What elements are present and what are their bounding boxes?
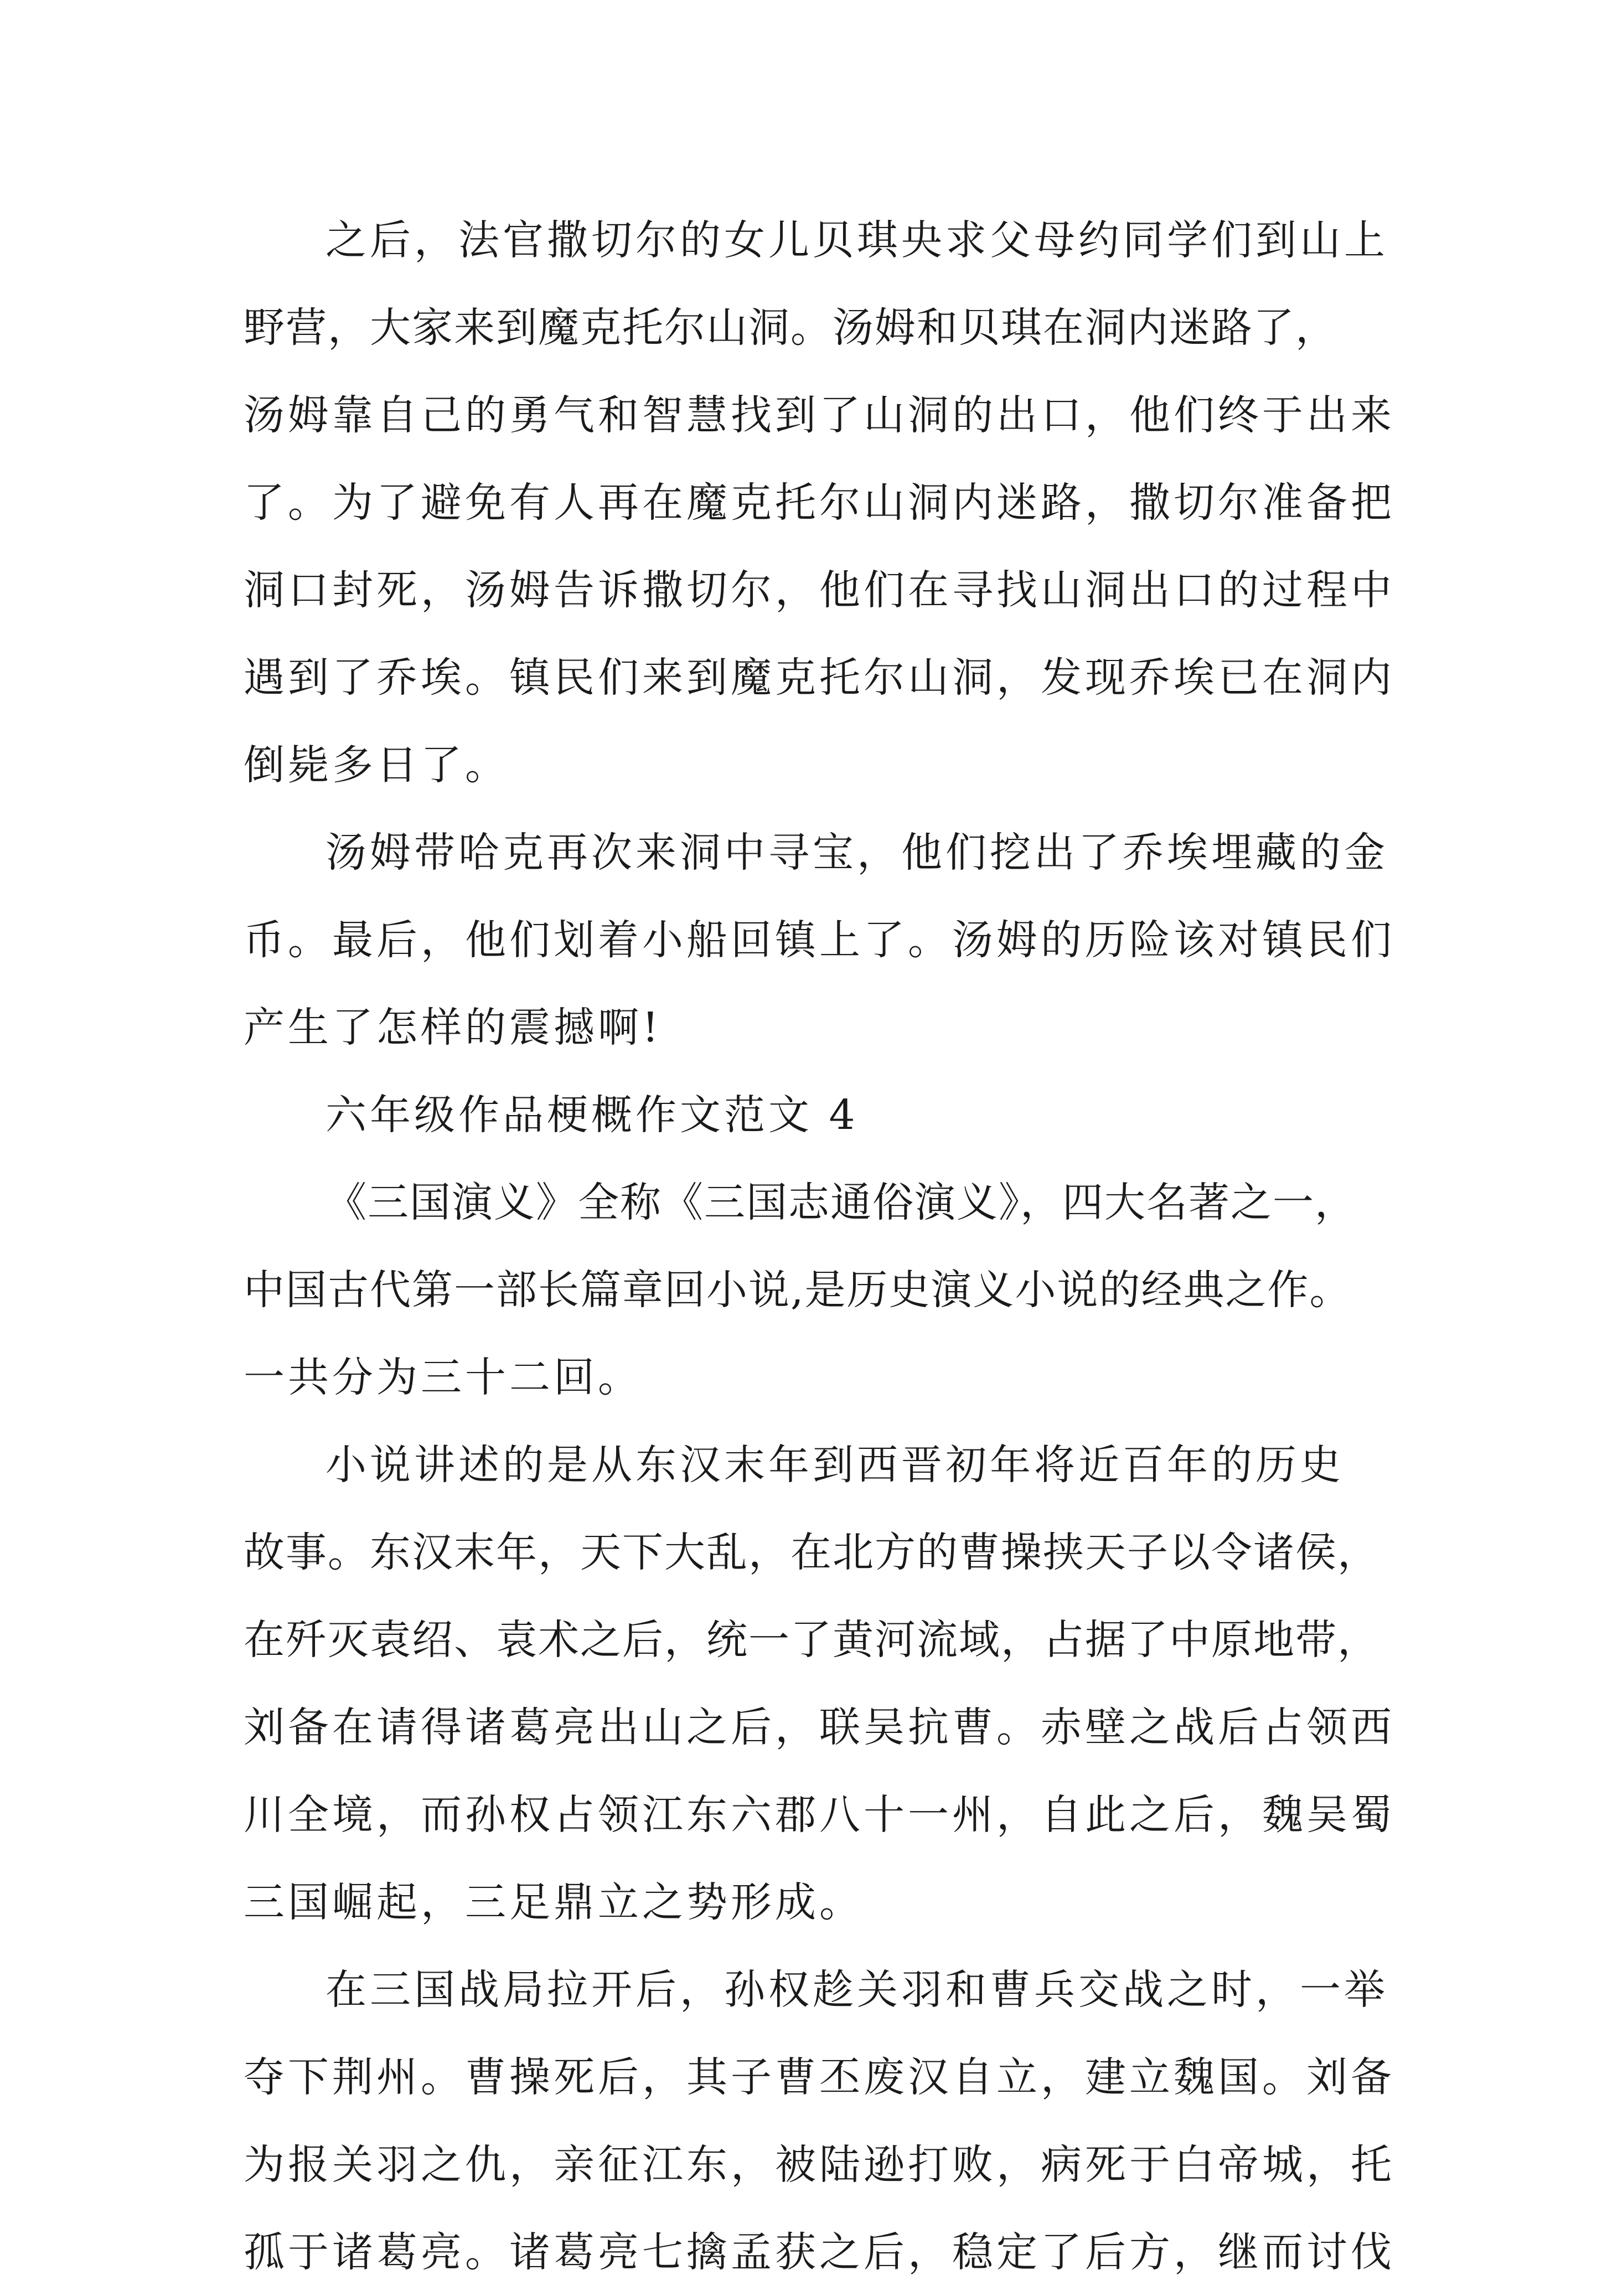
- text-line: 为报关羽之仇，亲征江东，被陆逊打败，病死于白帝城，托: [244, 2141, 1395, 2189]
- text-line: 在歼灭袁绍、袁术之后，统一了黄河流域，占据了中原地带，: [244, 1616, 1379, 1664]
- text-line: 孤于诸葛亮。诸葛亮七擒孟获之后，稳定了后方，继而讨伐: [244, 2228, 1395, 2276]
- text-line: 故事。东汉末年，天下大乱，在北方的曹操挟天子以令诸侯，: [244, 1529, 1379, 1576]
- text-line: 三国崛起，三足鼎立之势形成。: [244, 1879, 864, 1926]
- text-line: 了。为了避免有人再在魔克托尔山洞内迷路，撒切尔准备把: [244, 479, 1395, 527]
- body-text: [244, 197, 1395, 2296]
- text-line: 川全境，而孙权占领江东六郡八十一州，自此之后，魏吴蜀: [244, 1791, 1395, 1839]
- text-line: 夺下荆州。曹操死后，其子曹丕废汉自立，建立魏国。刘备: [244, 2053, 1395, 2101]
- text-line: 一共分为三十二回。: [244, 1354, 642, 1401]
- text-line: 汤姆靠自己的勇气和智慧找到了山洞的出口，他们终于出来: [244, 391, 1395, 439]
- text-line: 汤姆带哈克再次来洞中寻宝，他们挖出了乔埃埋藏的金: [325, 829, 1388, 876]
- text-line: 小说讲述的是从东汉末年到西晋初年将近百年的历史: [325, 1441, 1344, 1489]
- text-line: 在三国战局拉开后，孙权趁关羽和曹兵交战之时，一举: [325, 1966, 1388, 2014]
- text-line: 币。最后，他们划着小船回镇上了。汤姆的历险该对镇民们: [244, 916, 1395, 964]
- text-line: 《三国演义》全称《三国志通俗演义》，四大名著之一，: [325, 1179, 1357, 1226]
- text-line: 中国古代第一部长篇章回小说,是历史演义小说的经典之作。: [244, 1266, 1352, 1314]
- text-line: 倒毙多日了。: [244, 741, 509, 789]
- text-line: 产生了怎样的震撼啊!: [244, 1004, 662, 1051]
- text-line: 野营，大家来到魔克托尔山洞。汤姆和贝琪在洞内迷路了，: [244, 304, 1337, 352]
- text-line: 洞口封死，汤姆告诉撒切尔，他们在寻找山洞出口的过程中: [244, 566, 1395, 614]
- text-line: 刘备在请得诸葛亮出山之后，联吴抗曹。赤壁之战后占领西: [244, 1704, 1395, 1751]
- text-line: 遇到了乔埃。镇民们来到魔克托尔山洞，发现乔埃已在洞内: [244, 654, 1395, 701]
- text-line: 之后，法官撒切尔的女儿贝琪央求父母约同学们到山上: [325, 216, 1388, 264]
- section-heading: 六年级作品梗概作文范文 4: [325, 1091, 859, 1139]
